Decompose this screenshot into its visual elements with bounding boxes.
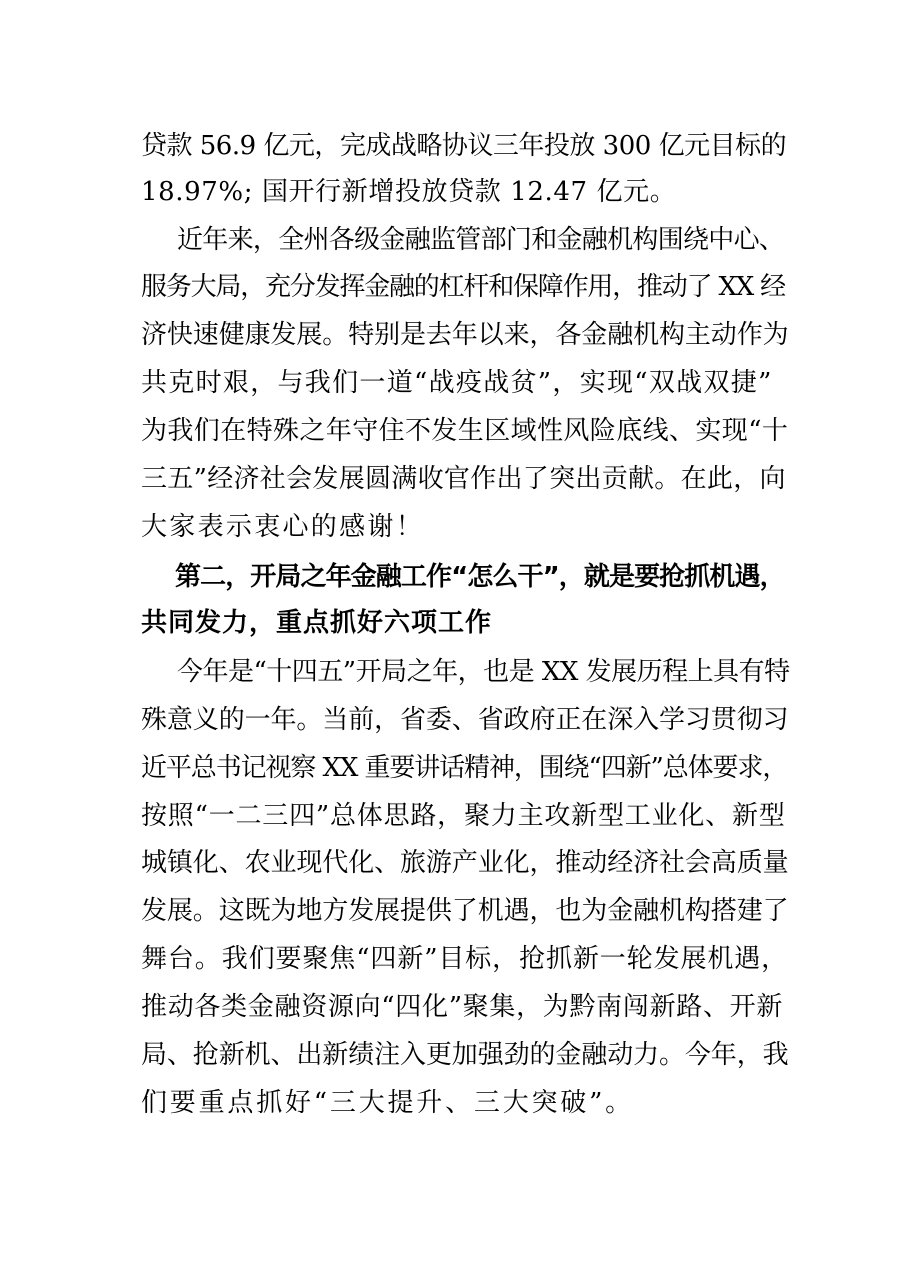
section-heading: 共同发力，重点抓好六项工作: [141, 608, 493, 638]
text-line: 城镇化、农业现代化、旅游产业化，推动经济社会高质量: [141, 848, 789, 878]
text-line: 们要重点抓好“三大提升、三大突破”。: [141, 1088, 634, 1118]
text-line: 推动各类金融资源向“四化”聚集，为黔南闯新路、开新: [141, 992, 784, 1022]
text-line: 局、抢新机、出新绩注入更加强劲的金融动力。今年，我: [141, 1040, 789, 1070]
text-line: 三五”经济社会发展圆满收官作出了突出贡献。在此，向: [141, 464, 786, 494]
text-line: 为我们在特殊之年守住不发生区域性风险底线、实现“十: [141, 416, 789, 446]
section-heading: 第二，开局之年金融工作“怎么干”，就是要抢抓机遇，: [175, 562, 785, 592]
text-line: 近平总书记视察 XX 重要讲话精神，围绕“四新”总体要求，: [141, 753, 788, 783]
text-line: 按照“一二三四”总体思路，聚力主攻新型工业化、新型: [141, 801, 786, 831]
text-line: 殊意义的一年。当前，省委、省政府正在深入学习贯彻习: [141, 705, 789, 735]
text-line: 发展。这既为地方发展提供了机遇，也为金融机构搭建了: [141, 896, 789, 926]
text-line: 贷款 56.9 亿元，完成战略协议三年投放 300 亿元目标的: [141, 131, 787, 161]
text-line: 济快速健康发展。特别是去年以来，各金融机构主动作为: [141, 320, 789, 350]
text-line: 共克时艰，与我们一道“战疫战贫”，实现“双战双捷”: [141, 368, 773, 398]
text-line: 近年来，全州各级金融监管部门和金融机构围绕中心、: [177, 225, 785, 255]
text-line: 今年是“十四五”开局之年，也是 XX 发展历程上具有特: [177, 657, 790, 687]
text-line: 舞台。我们要聚焦“四新”目标，抢抓新一轮发展机遇，: [141, 944, 789, 974]
text-line: 18.97%; 国开行新增投放贷款 12.47 亿元。: [141, 177, 677, 207]
text-line: 服务大局，充分发挥金融的杠杆和保障作用，推动了 XX 经: [141, 272, 785, 302]
text-line: 大家表示衷心的感谢！: [141, 512, 425, 542]
